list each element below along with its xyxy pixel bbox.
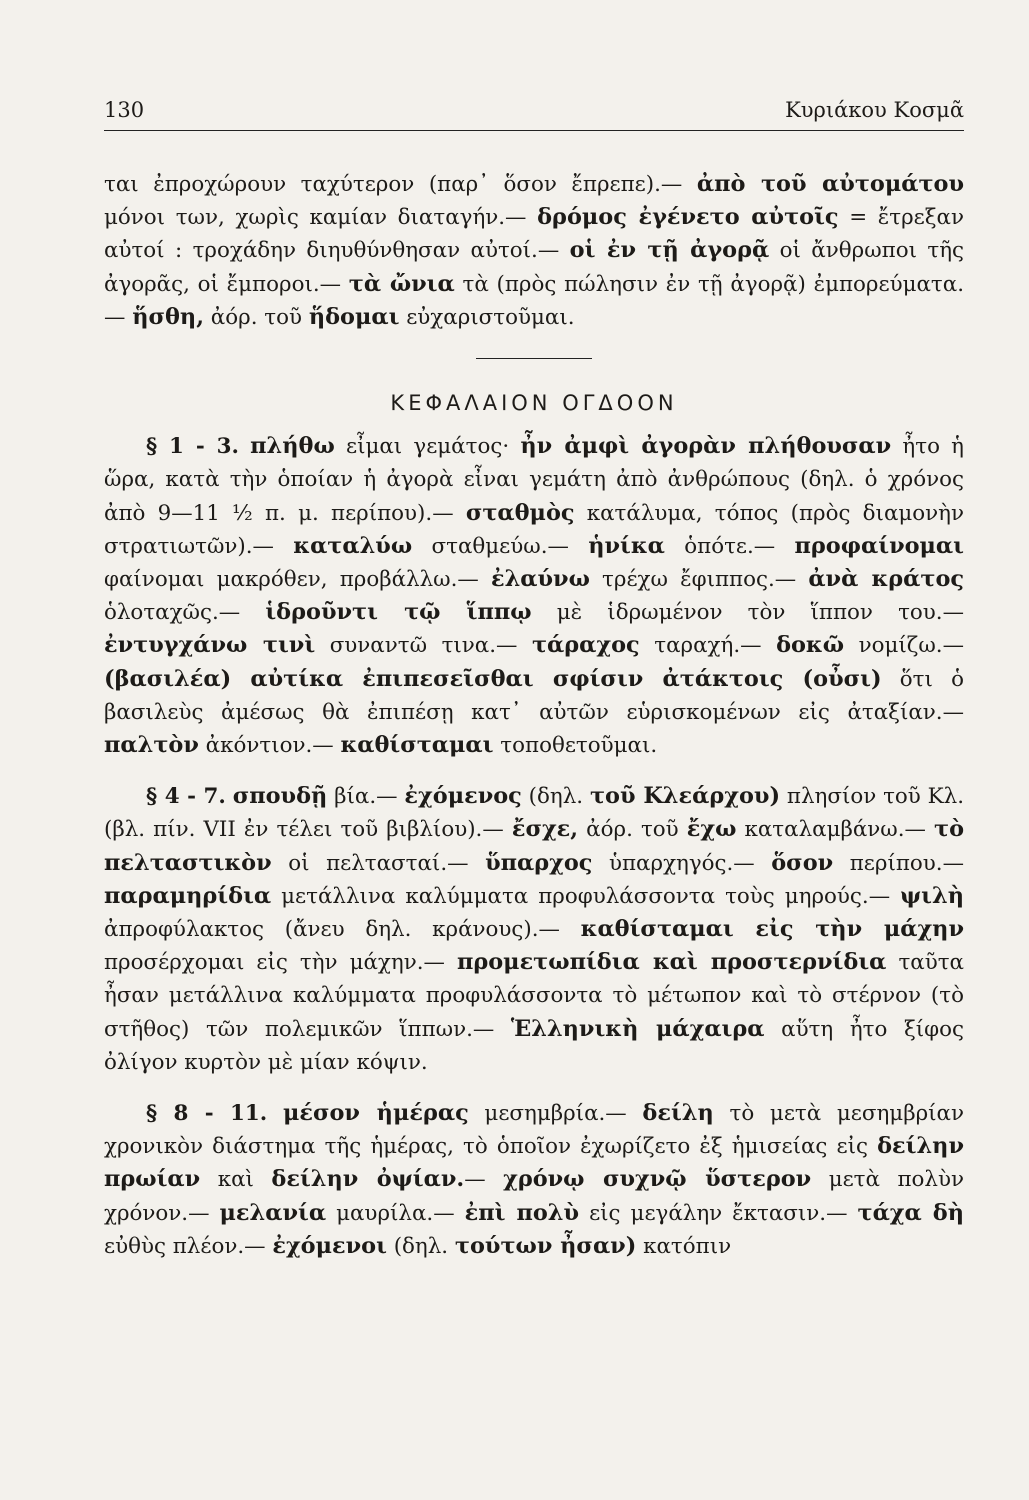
lemma: δρόμος ἐγένετο αὐτοῖς [537, 204, 839, 231]
lemma: (βασιλέα) αὐτίκα ἐπιπεσεῖσθαι σφίσιν ἀτάκτοις (οὖσι) [104, 665, 882, 692]
text-run: περίπου.— [833, 850, 964, 876]
lemma: ἡνίκα [588, 532, 665, 559]
text-run: μετάλλινα καλύμματα προφυλάσσοντα τοὺς μηρούς.— [271, 883, 901, 909]
lemma: δείλην πρωίαν [104, 1133, 964, 1193]
lemma: ἥσθη, [132, 303, 204, 330]
section-number: § 1 - 3. [146, 434, 239, 460]
section-1-3 [104, 430, 964, 762]
text-run: τρέχω ἔφιππος.— [589, 567, 809, 593]
text-run: φαίνομαι μακρόθεν, προβάλλω.— [104, 567, 491, 593]
lemma: ἐλαύνω [490, 566, 590, 593]
lemma: ὅσον [771, 849, 834, 876]
text-run: ἦτο ἡ ὥρα, κατὰ τὴν ὁποίαν ἡ ἀγορὰ εἶναι γεμάτη ἀπὸ ἀνθρώπους (δηλ. ὁ χρόνος ἀπὸ 9—11 ½ π. μ. περίπου).— [104, 434, 964, 526]
lemma: ἀπὸ τοῦ αὐτομάτου [696, 171, 964, 197]
text-run: μαυρίλα.— [326, 1200, 465, 1226]
text-run: προσέρχομαι εἰς τὴν μάχην.— [104, 950, 457, 976]
lemma: ἦν ἀμφὶ ἀγορὰν πλήθουσαν [520, 433, 892, 460]
text-run: = ἔτρεξαν αὐτοί : τροχάδην διηυθύνθησαν αὐτοί.— [104, 205, 964, 264]
text-run: κατάλυμα, τόπος (πρὸς διαμονὴν στρατιωτῶν).— [104, 500, 964, 559]
lemma: ἐχόμενοι [272, 1232, 387, 1259]
text-run: εὐχαριστοῦμαι. [399, 304, 575, 330]
lemma: χρόνῳ συχνῷ ὕστερον [503, 1166, 812, 1193]
lemma: καταλύω [293, 532, 413, 559]
text-run: μεσημβρία.— [468, 1101, 643, 1127]
page-header [104, 98, 964, 131]
lemma: ἱδροῦντι τῷ ἵππῳ [265, 599, 532, 626]
section-4-7 [104, 780, 964, 1079]
chapter-title: ΚΕΦΑΛΑΙΟΝ ΟΓΔΟΟΝ [390, 391, 678, 416]
text-run: πλησίον τοῦ Κλ. (βλ. πίν. VII ἐν τέλει τοῦ βιβλίου).— [104, 784, 964, 843]
lemma: δείλη [642, 1100, 714, 1127]
lemma: μέσον ἡμέρας [282, 1100, 469, 1127]
text-run: σταθμεύω.— [412, 533, 589, 559]
paragraph-continuation [104, 168, 964, 334]
text-run: συναντῶ τινα.— [315, 633, 532, 659]
lemma: τούτων ἦσαν) [454, 1232, 637, 1259]
text-run: τοποθετοῦμαι. [493, 733, 658, 759]
text-run: οἱ πελτασταί.— [271, 850, 486, 876]
lemma: ἀνὰ κράτος [808, 566, 965, 593]
text-run: νομίζω.— [844, 633, 964, 659]
section-divider [476, 358, 592, 359]
lemma: δοκῶ [776, 632, 845, 659]
lemma: ἐπὶ πολὺ [464, 1199, 580, 1226]
text-run: μὲ ἱδρωμένον τὸν ἵππον του.— [531, 600, 964, 626]
lemma: τάχα δὴ [857, 1199, 965, 1226]
lemma: ἐχόμενος [404, 783, 522, 810]
lemma: ἔχω [686, 816, 737, 843]
lemma: Ἑλληνικὴ μάχαιρα [510, 1015, 765, 1042]
text-run: ἀόρ. τοῦ [578, 817, 687, 843]
text-run: (δηλ. [521, 784, 590, 810]
body-text [104, 168, 964, 1263]
lemma: ἔσχε, [511, 816, 579, 843]
text-run: ταραχή.— [639, 633, 777, 659]
lemma: τάραχος [531, 632, 640, 659]
lemma: παλτὸν [104, 732, 199, 759]
lemma: σπουδῇ [232, 783, 328, 810]
text-run: μετὰ πολὺν χρόνον.— [104, 1167, 964, 1226]
section-number: § 8 - 11. [146, 1101, 268, 1127]
text-run: εἶμαι γεμάτος· [334, 434, 521, 460]
running-head: Κυριάκου Κοσμᾶ [785, 98, 964, 122]
text-run: ὁλοταχῶς.— [104, 600, 266, 626]
text-run: ὁπότε.— [664, 533, 795, 559]
text-run: αὕτη ἦτο ξίφος ὀλίγον κυρτὸν μὲ μίαν κόψιν. [104, 1016, 964, 1075]
text-run: εἰς μεγάλην ἔκτασιν.— [579, 1200, 858, 1226]
text-run: — [464, 1167, 504, 1193]
lemma: ὕπαρχος [485, 849, 593, 876]
lemma: οἱ ἐν τῇ ἀγορᾷ [569, 237, 770, 264]
lemma: καθίσταμαι εἰς τὴν μάχην [580, 916, 964, 943]
lemma: σταθμὸς [465, 499, 575, 526]
text-run: κατόπιν [636, 1233, 732, 1259]
section-number: § 4 - 7. [146, 784, 226, 810]
lemma: ἥδομαι [308, 303, 400, 330]
text-run: βία.— [327, 784, 405, 810]
lemma: πλήθω [250, 433, 335, 460]
text-run: μόνοι των, χωρὶς καμίαν διαταγήν.— [104, 205, 538, 231]
text-run: ἀόρ. τοῦ [204, 304, 309, 330]
text-run: (δηλ. [386, 1233, 455, 1259]
page-number: 130 [104, 98, 145, 122]
lemma: προμετωπίδια καὶ προστερνίδια [456, 949, 887, 976]
lemma: τὸ πελταστικὸν [104, 816, 965, 876]
text-run: καὶ [200, 1167, 272, 1193]
lemma: τοῦ Κλεάρχου) [589, 783, 781, 810]
text-run: τὰ (πρὸς πώλησιν ἐν τῇ ἀγορᾷ) ἐμπορεύματα.— [104, 271, 964, 330]
text-run: τὸ μετὰ μεσημβρίαν χρονικὸν διάστημα τῆς ἡμέρας, τὸ ὁποῖον ἐχωρίζετο ἐξ ἡμισείας εἰς [104, 1101, 964, 1160]
text-run: καταλαμβάνω.— [736, 817, 935, 843]
lemma: προφαίνομαι [794, 532, 964, 559]
text-run: ὅτι ὁ βασιλεὺς ἀμέσως θὰ ἐπιπέσῃ κατ᾽ αὐτῶν εὑρισκομένων εἰς ἀταξίαν.— [104, 666, 964, 725]
section-8-11 [104, 1097, 964, 1263]
text-run: ἀκόντιον.— [198, 733, 341, 759]
lemma: ἐντυγχάνω τινὶ [104, 632, 316, 659]
text-run: εὐθὺς πλέον.— [104, 1233, 273, 1259]
text-run: ἀπροφύλακτος (ἄνευ δηλ. κράνους).— [104, 917, 581, 943]
text-run: ται ἐπροχώρουν ταχύτερον (παρ᾽ ὅσον ἔπρεπε).— [104, 172, 697, 197]
lemma: δείλην ὀψίαν. [271, 1166, 465, 1193]
lemma: καθίσταμαι [340, 732, 494, 759]
lemma: τὰ ὤνια [348, 270, 455, 297]
lemma: ψιλὴ [900, 882, 964, 909]
text-run: οἱ ἄνθρωποι τῆς ἀγορᾶς, οἱ ἔμποροι.— [104, 238, 964, 297]
lemma: παραμηρίδια [104, 882, 272, 909]
text-run: ταῦτα ἦσαν μετάλλινα καλύμματα προφυλάσσοντα τὸ μέτωπον καὶ τὸ στέρνον (τὸ στῆθος) τῶν πολεμικῶν ἵππων.— [104, 950, 964, 1042]
text-run: ὑπαρχηγός.— [592, 850, 772, 876]
lemma: μελανία [219, 1199, 327, 1226]
